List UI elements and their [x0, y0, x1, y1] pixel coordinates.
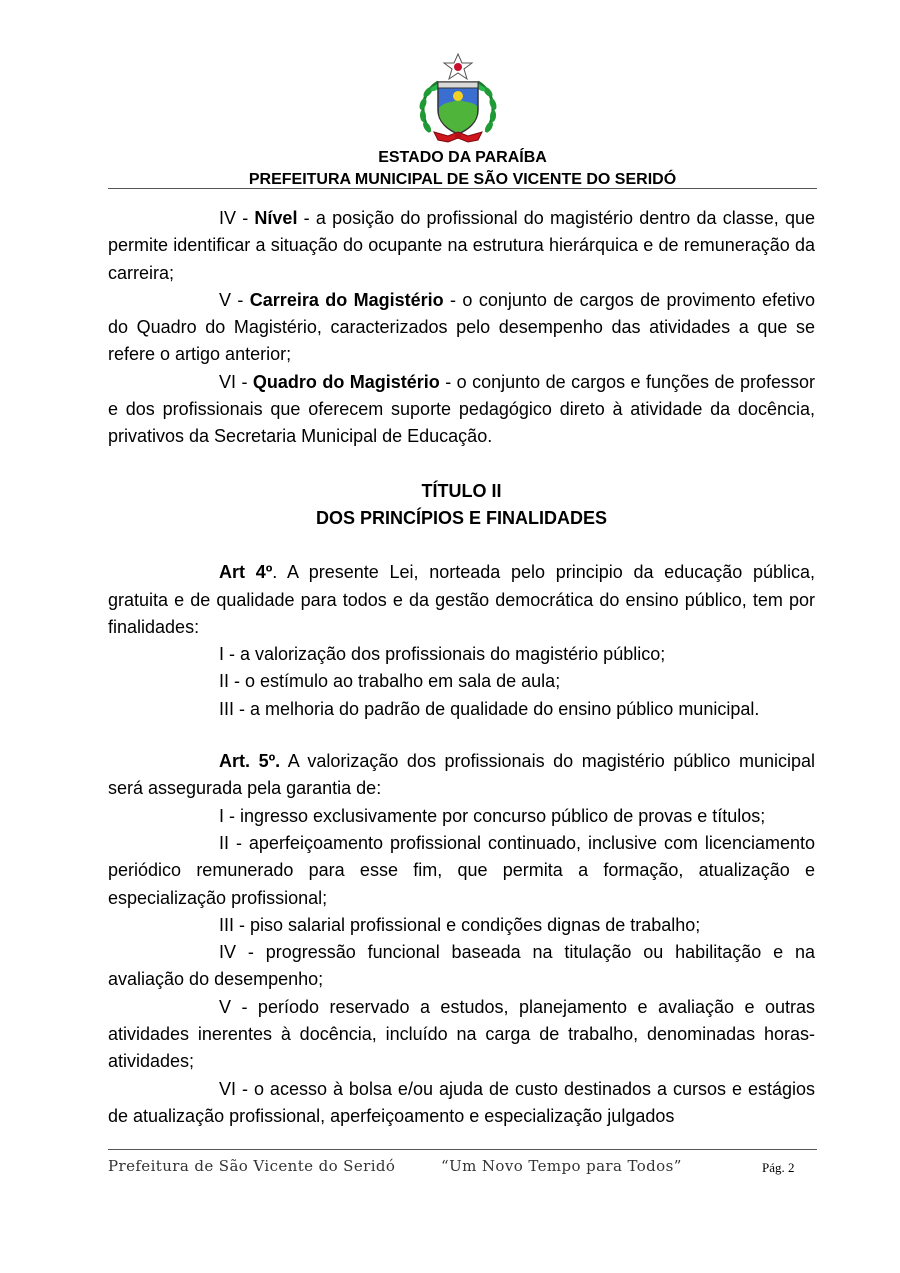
title-number: TÍTULO II: [421, 480, 502, 501]
article-5-item: III - piso salarial profissional e condições dignas de trabalho;: [219, 914, 701, 935]
paragraph-quadro: VI - Quadro do Magistério - o conjunto de cargos e funções de professor e dos profissionais que oferecem suporte pedagógico direto à atividade da docência, privativos da Secretaria Municipal de Educação.: [108, 371, 815, 447]
article-5-item: V - período reservado a estudos, planejamento e avaliação e outras atividades inerentes à docência, incluído na carga de trabalho, denominadas horas-atividades;: [108, 996, 815, 1072]
term-nivel: Nível: [254, 208, 298, 228]
article-5-label: Art. 5º.: [219, 751, 281, 772]
paragraph-carreira: V - Carreira do Magistério - o conjunto de cargos de provimento efetivo do Quadro do Magistério, caracterizados pelo desempenho das atividades a que se refere o artigo anterior;: [108, 289, 815, 365]
article-4-label: Art 4º: [219, 562, 273, 583]
article-5-item: I - ingresso exclusivamente por concurso público de provas e títulos;: [219, 805, 766, 826]
document-body: [108, 205, 815, 1130]
footer-municipality: Prefeitura de São Vicente do Seridó: [108, 1157, 396, 1175]
article-5-item: IV - progressão funcional baseada na titulação ou habilitação e na avaliação do desempenho;: [108, 942, 815, 990]
article-4-item: II - o estímulo ao trabalho em sala de aula;: [219, 671, 561, 692]
term-quadro: Quadro do Magistério: [252, 371, 440, 392]
title-heading: DOS PRINCÍPIOS E FINALIDADES: [315, 507, 608, 528]
state-heading: ESTADO DA PARAÍBA: [378, 149, 547, 166]
article-4-item: III - a melhoria do padrão de qualidade do ensino público municipal.: [219, 698, 760, 719]
article-4: Art 4º. A presente Lei, norteada pelo principio da educação pública, gratuita e de qualidade para todos e da gestão democrática do ensino público, tem por finalidades:: [108, 562, 815, 637]
prefeitura-heading: PREFEITURA MUNICIPAL DE SÃO VICENTE DO SERIDÓ: [248, 171, 677, 188]
article-4-item: I - a valorização dos profissionais do magistério público;: [219, 644, 666, 665]
article-5-item: II - aperfeiçoamento profissional continuado, inclusive com licenciamento periódico remunerado para esse fim, que permita a formação, atualização e especialização profissional;: [108, 832, 815, 908]
paragraph-nivel: IV - Nível - a posição do profissional do magistério dentro da classe, que permite identificar a situação do ocupante na estrutura hierárquica e de remuneração da carreira;: [108, 208, 815, 283]
coat-of-arms-icon: [408, 52, 508, 148]
header-divider: [108, 188, 817, 189]
page-number: Pág. 2: [762, 1160, 795, 1175]
footer-slogan: “Um Novo Tempo para Todos”: [441, 1157, 682, 1175]
term-carreira: Carreira do Magistério: [249, 289, 444, 310]
article-5-item: VI - o acesso à bolsa e/ou ajuda de custo destinados a cursos e estágios de atualização profissional, aperfeiçoamento e especialização julgados: [108, 1078, 815, 1126]
footer-divider: [108, 1149, 817, 1150]
article-5: Art. 5º. A valorização dos profissionais do magistério público municipal será assegurada pela garantia de:: [108, 751, 815, 799]
